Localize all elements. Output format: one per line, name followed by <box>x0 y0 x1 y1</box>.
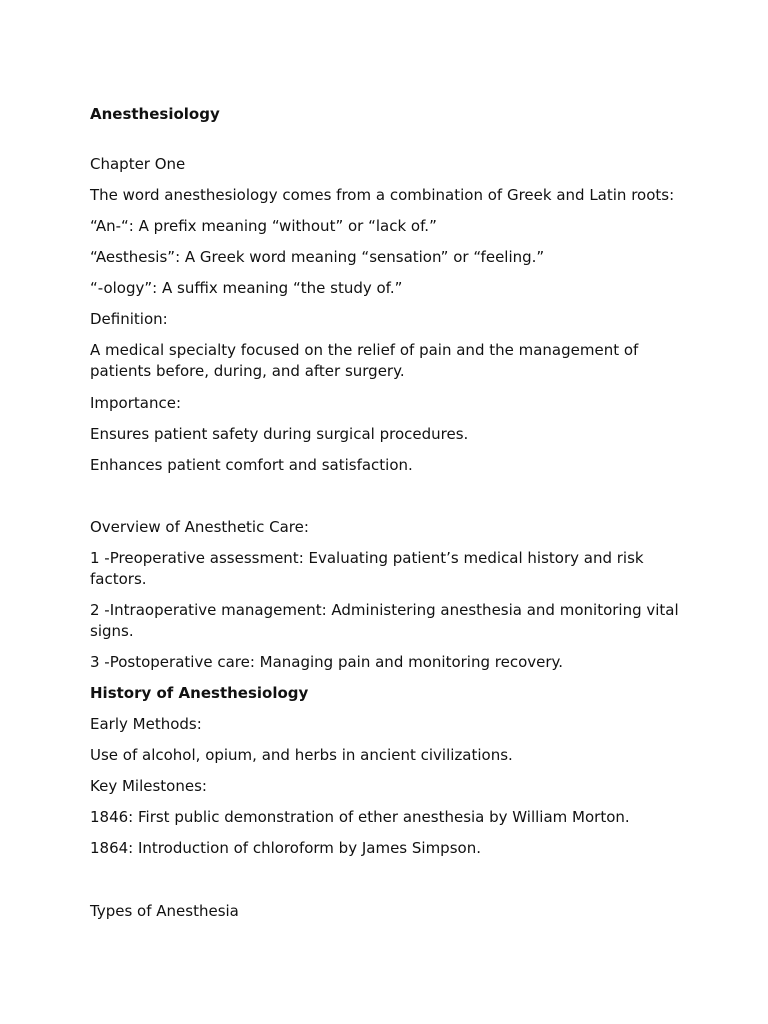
milestone-item: 1864: Introduction of chloroform by James Simpson. <box>90 839 481 857</box>
document-title: Anesthesiology <box>90 105 220 123</box>
definition-text: A medical specialty focused on the relief of pain and the management of patients before, during, and after surgery. <box>90 341 639 380</box>
importance-item: Ensures patient safety during surgical procedures. <box>90 425 469 443</box>
intro-paragraph: The word anesthesiology comes from a combination of Greek and Latin roots: <box>90 186 675 204</box>
overview-item: 2 -Intraoperative management: Administering anesthesia and monitoring vital signs. <box>90 601 679 640</box>
milestones-heading: Key Milestones: <box>90 777 207 795</box>
importance-heading: Importance: <box>90 394 182 412</box>
types-heading: Types of Anesthesia <box>90 902 239 920</box>
overview-item: 1 -Preoperative assessment: Evaluating patient’s medical history and risk factors. <box>90 549 644 588</box>
root-item: “Aesthesis”: A Greek word meaning “sensation” or “feeling.” <box>90 248 545 266</box>
chapter-heading: Chapter One <box>90 155 186 173</box>
early-methods-heading: Early Methods: <box>90 715 202 733</box>
early-methods-text: Use of alcohol, opium, and herbs in ancient civilizations. <box>90 746 513 764</box>
importance-item: Enhances patient comfort and satisfaction. <box>90 456 413 474</box>
history-heading: History of Anesthesiology <box>90 684 309 702</box>
overview-item: 3 -Postoperative care: Managing pain and monitoring recovery. <box>90 653 564 671</box>
milestone-item: 1846: First public demonstration of ether anesthesia by William Morton. <box>90 808 630 826</box>
overview-heading: Overview of Anesthetic Care: <box>90 518 309 536</box>
root-item: “-ology”: A suffix meaning “the study of.” <box>90 279 403 297</box>
definition-heading: Definition: <box>90 310 168 328</box>
root-item: “An-“: A prefix meaning “without” or “lack of.” <box>90 217 437 235</box>
